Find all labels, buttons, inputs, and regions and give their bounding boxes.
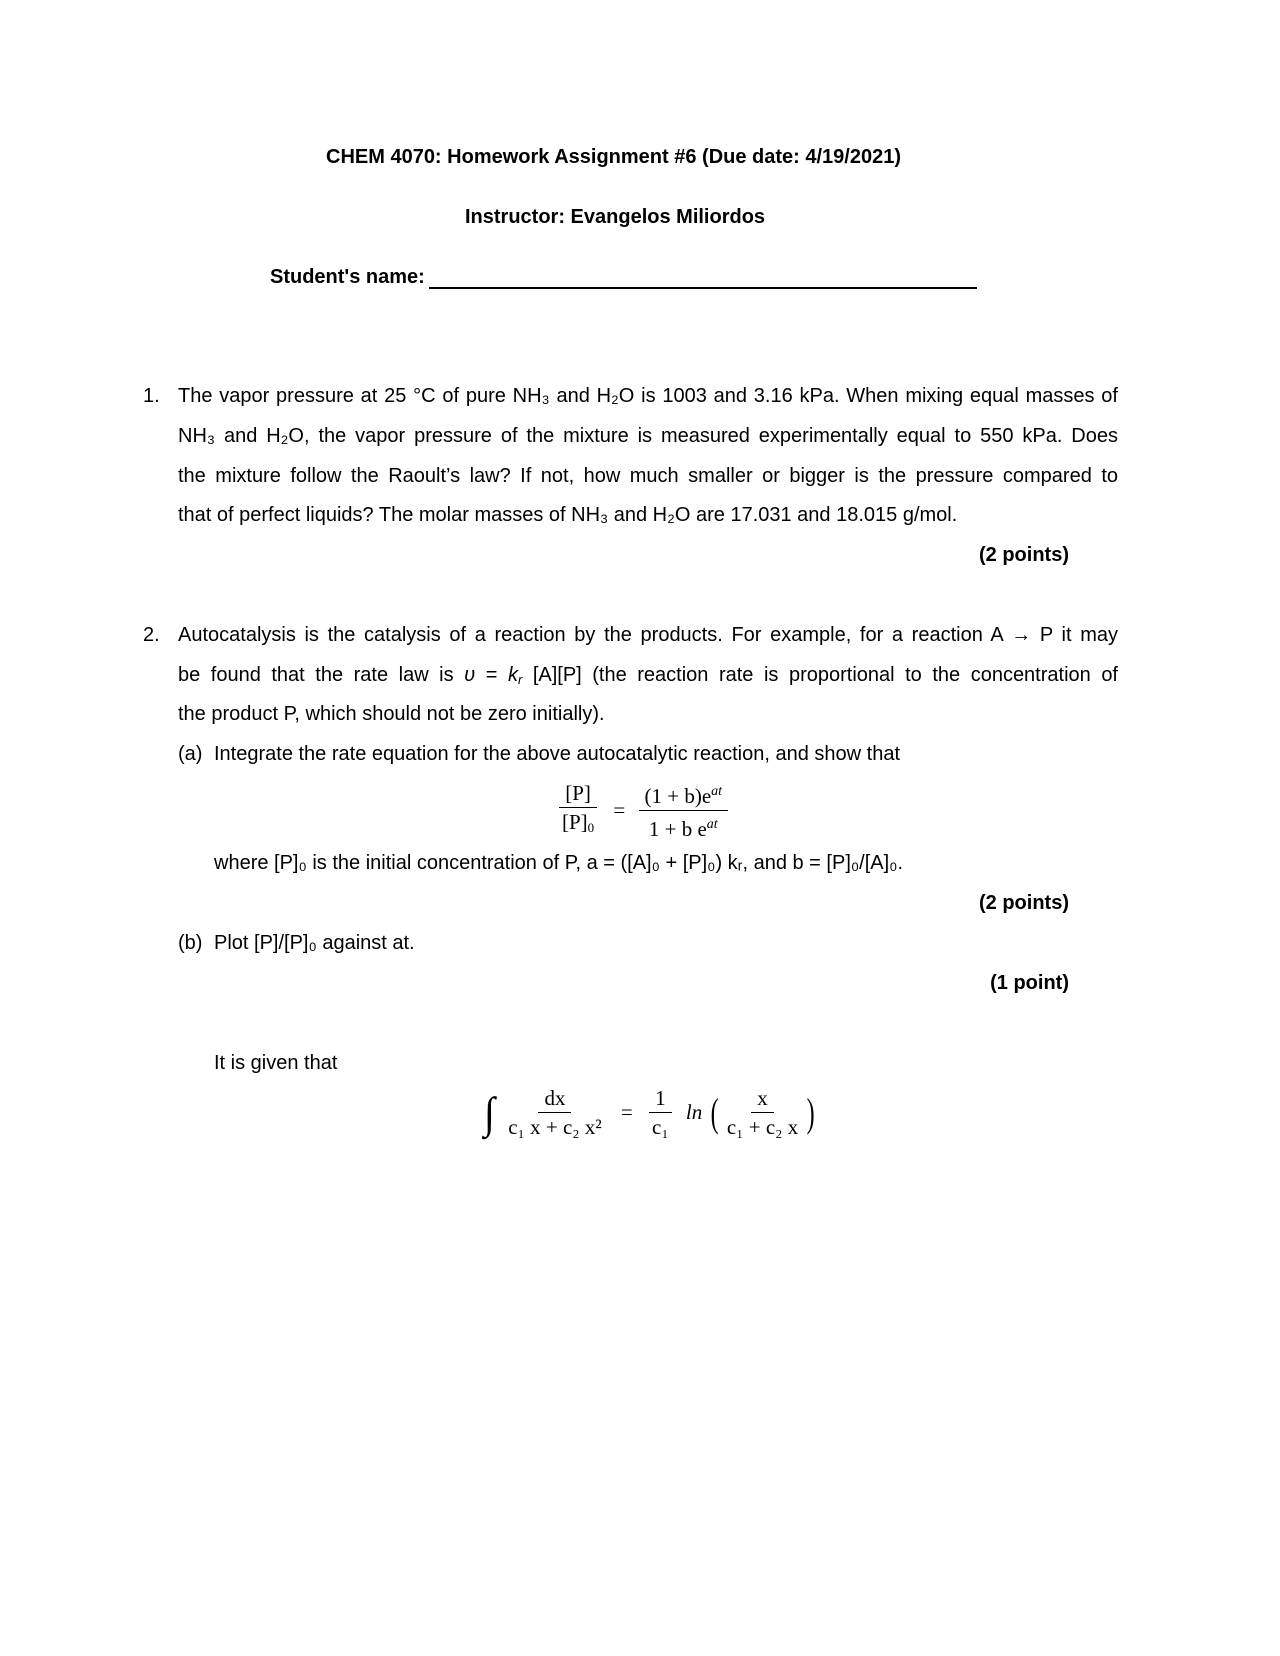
integral-equation: ∫ $\frac{dx}{\text{c₁ x + c₂ x²}}$ = $\frac{1}{\text{c₁}}$ ln ( $\frac{x}{\text{c₁ + c₂ x}}$ )	[484, 1086, 815, 1139]
rate-equation: $\frac{[P]}{[P]_0}$ = $\frac{(1 + b)e^{at}}{1 + b e^{at}}$	[556, 780, 728, 841]
eq2-inner-fraction: $\frac{x}{\text{c₁ + c₂ x}}$	[726, 1086, 799, 1139]
eq2-coefficient: $\frac{1}{\text{c₁}}$	[646, 1086, 675, 1139]
student-name-label: Student's name:	[270, 266, 425, 288]
q2-line-1: Autocatalysis is the catalysis of a reaction by the products. For example, for a reaction A → P it may	[178, 624, 1118, 646]
instructor-line: Instructor: Evangelos Miliordos	[465, 206, 766, 228]
q2b-points: (1 point)	[990, 972, 1069, 994]
q2b-text: Plot [P]/[P]₀ against at.	[214, 932, 415, 954]
q2a-text: Integrate the rate equation for the above autocatalytic reaction, and show that	[214, 743, 901, 765]
q2-line-3: the product P, which should not be zero initially).	[178, 703, 605, 725]
q2b-label: (b)	[178, 932, 203, 954]
q1-line-2: NH₃ and H₂O, the vapor pressure of the mixture is measured experimentally equal to 550 kPa. Does	[178, 425, 1118, 447]
q2a-label: (a)	[178, 743, 203, 765]
eq1-rhs-fraction: $\frac{(1 + b)e^{at}}{1 + b e^{at}}$	[639, 780, 729, 841]
q1-line-4: that of perfect liquids? The molar masses of NH₃ and H₂O are 17.031 and 18.015 g/mol.	[178, 504, 958, 526]
q1-line-1: The vapor pressure at 25 °C of pure NH₃ and H₂O is 1003 and 3.16 kPa. When mixing equal masses of	[178, 385, 1118, 407]
q2-line-2: be found that the rate law is $\upsilon = k_r$ [A][P] (the reaction rate is proportional to the concentration of	[178, 664, 1118, 687]
page-title: CHEM 4070: Homework Assignment #6 (Due date: 4/19/2021)	[326, 146, 902, 168]
student-name-row	[270, 266, 977, 289]
eq2-integrand: $\frac{dx}{\text{c₁ x + c₂ x²}}$	[508, 1086, 602, 1139]
q1-line-3: the mixture follow the Raoult’s law? If not, how much smaller or bigger is the pressure compared to	[178, 465, 1118, 487]
eq2-ln: ln	[685, 1100, 703, 1124]
student-name-blank[interactable]	[429, 267, 977, 289]
q2a-points: (2 points)	[979, 892, 1069, 914]
integral-sign: ∫	[484, 1087, 495, 1138]
given-text: It is given that	[214, 1052, 338, 1074]
q1-points: (2 points)	[979, 544, 1069, 566]
q2-number: 2.	[143, 624, 160, 646]
q2a-where-text: where [P]₀ is the initial concentration of P, a = ([A]₀ + [P]₀) kᵣ, and b = [P]₀/[A]₀.	[214, 852, 904, 874]
eq1-lhs-fraction: $\frac{[P]}{[P]_0}$	[556, 781, 600, 840]
q1-number: 1.	[143, 385, 160, 407]
